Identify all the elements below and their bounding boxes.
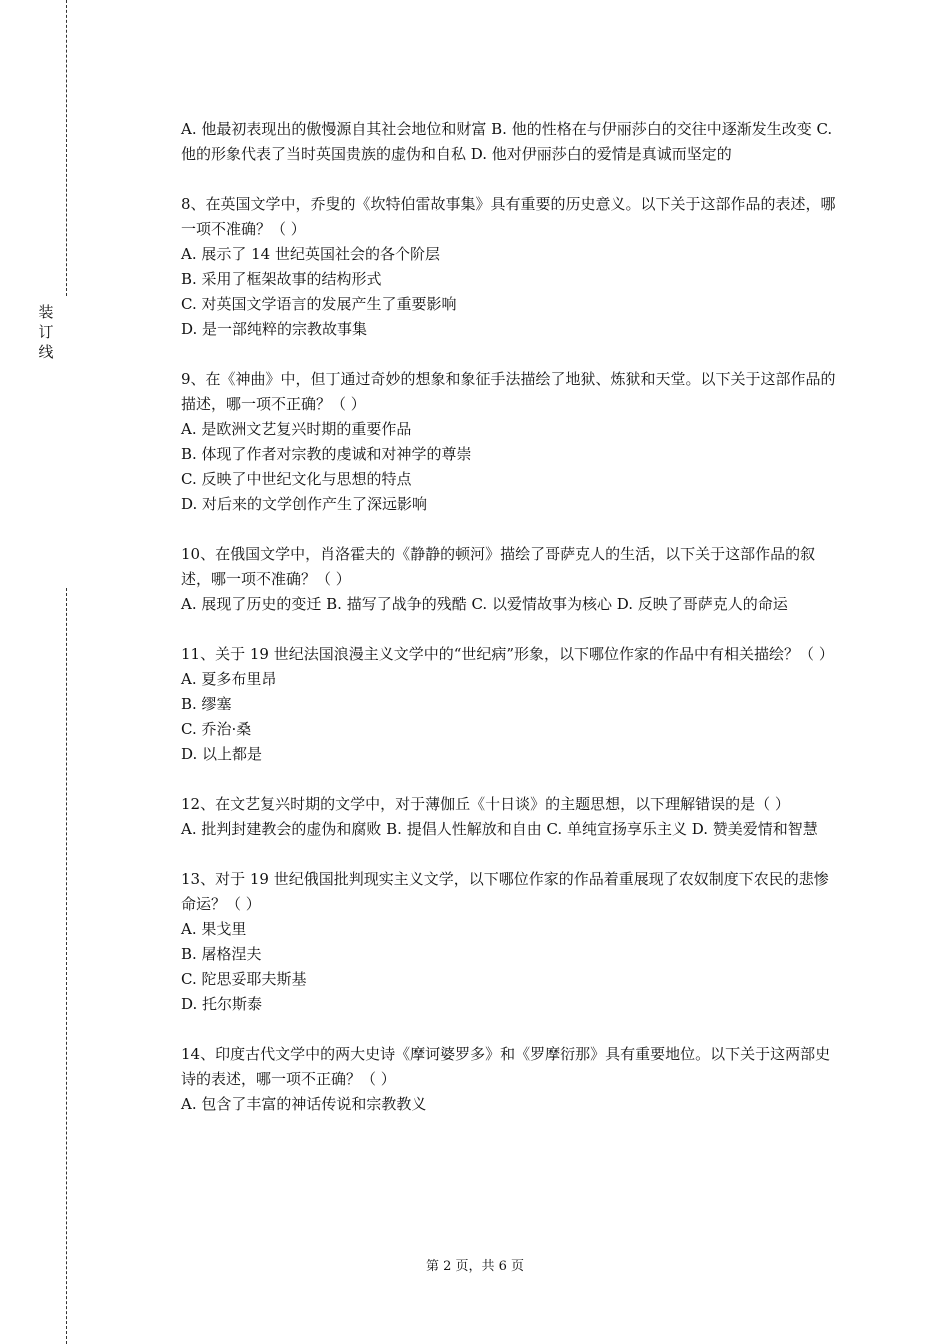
option-b: B. 体现了作者对宗教的虔诚和对神学的尊崇 [181, 445, 472, 463]
inline-options: A. 他最初表现出的傲慢源自其社会地位和财富 B. 他的性格在与伊丽莎白的交往中逐渐发生改变 C. 他的形象代表了当时英国贵族的虚伪和自私 D. 他对伊丽莎白的爱情是真诚而坚定的 [181, 120, 833, 163]
option-d: D. 对后来的文学创作产生了深远影响 [181, 495, 428, 513]
binding-line-bottom [66, 588, 67, 1344]
page-footer: 第 2 页，共 6 页 [425, 1259, 525, 1274]
question-text: 8、在英国文学中，乔叟的《坎特伯雷故事集》具有重要的历史意义。以下关于这部作品的表述，哪一项不准确？（ ） [181, 195, 836, 238]
question-12 [181, 792, 838, 842]
question-text: 10、在俄国文学中，肖洛霍夫的《静静的顿河》描绘了哥萨克人的生活，以下关于这部作品的叙述，哪一项不准确？（ ） [181, 545, 816, 588]
question-text: 12、在文艺复兴时期的文学中，对于薄伽丘《十日谈》的主题思想，以下理解错误的是（ ） [181, 795, 790, 813]
binding-char: 订 [38, 323, 54, 341]
option-c: C. 陀思妥耶夫斯基 [181, 970, 307, 988]
question-list [181, 117, 838, 1142]
question-7-continued [181, 117, 838, 167]
option-d: D. 以上都是 [181, 745, 263, 763]
inline-options: A. 展现了历史的变迁 B. 描写了战争的残酷 C. 以爱情故事为核心 D. 反映了哥萨克人的命运 [181, 595, 788, 613]
question-11 [181, 642, 838, 767]
question-text: 13、对于 19 世纪俄国批判现实主义文学，以下哪位作家的作品着重展现了农奴制度下农民的悲惨命运？（ ） [181, 870, 829, 913]
option-a: A. 是欧洲文艺复兴时期的重要作品 [181, 420, 412, 438]
option-a: A. 夏多布里昂 [181, 670, 277, 688]
question-13 [181, 867, 838, 1017]
option-b: B. 缪塞 [181, 695, 232, 713]
option-d: D. 是一部纯粹的宗教故事集 [181, 320, 368, 338]
question-9 [181, 367, 838, 517]
option-a: A. 果戈里 [181, 920, 247, 938]
inline-options: A. 批判封建教会的虚伪和腐败 B. 提倡人性解放和自由 C. 单纯宣扬享乐主义 D. 赞美爱情和智慧 [181, 820, 818, 838]
option-a: A. 包含了丰富的神话传说和宗教教义 [181, 1095, 427, 1113]
question-10 [181, 542, 838, 617]
question-8 [181, 192, 838, 342]
binding-line-top [66, 0, 67, 296]
option-c: C. 乔治·桑 [181, 720, 252, 738]
question-text: 14、印度古代文学中的两大史诗《摩诃婆罗多》和《罗摩衍那》具有重要地位。以下关于这两部史诗的表述，哪一项不正确？（ ） [181, 1045, 831, 1088]
binding-char: 装 [38, 303, 54, 321]
option-d: D. 托尔斯泰 [181, 995, 263, 1013]
option-a: A. 展示了 14 世纪英国社会的各个阶层 [181, 245, 440, 263]
binding-char: 线 [38, 343, 54, 361]
option-c: C. 反映了中世纪文化与思想的特点 [181, 470, 412, 488]
binding-label [36, 302, 56, 362]
option-c: C. 对英国文学语言的发展产生了重要影响 [181, 295, 457, 313]
question-text: 9、在《神曲》中，但丁通过奇妙的想象和象征手法描绘了地狱、炼狱和天堂。以下关于这部作品的描述，哪一项不正确？（ ） [181, 370, 836, 413]
question-14 [181, 1042, 838, 1117]
option-b: B. 采用了框架故事的结构形式 [181, 270, 382, 288]
option-b: B. 屠格涅夫 [181, 945, 262, 963]
question-text: 11、关于 19 世纪法国浪漫主义文学中的“世纪病”形象，以下哪位作家的作品中有相关描绘？（ ） [181, 645, 834, 663]
